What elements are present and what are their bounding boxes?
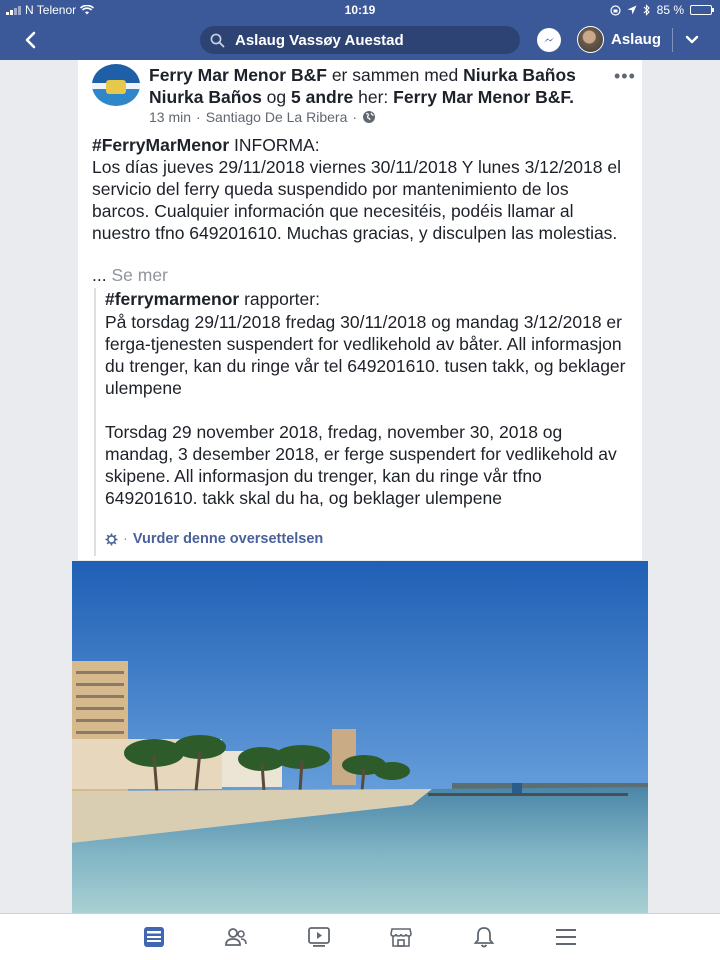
meta-dot: ·: [196, 109, 201, 125]
location-icon: [627, 5, 637, 15]
post-body-text: Los días jueves 29/11/2018 viernes 30/11/2018 Y lunes 3/12/2018 el servicio del ferry queda suspendido por mantenimiento de los barcos. Cualquier información que necesitéis, podéis llamar al nuestro tfno 649201610. Muchas gracias, y disculpen las molestias.: [92, 157, 621, 243]
author-link[interactable]: Ferry Mar Menor B&F: [149, 65, 327, 85]
back-icon: [24, 31, 36, 49]
post-card: [78, 60, 642, 560]
translation-paragraph-2: Torsdag 29 november 2018, fredag, november 30, 2018 og mandag, 3 desember 2018, er ferge suspendert for vedlikehold av skipene. All informasjon du trenger, kan du ringe vår tfno 649201610. takk skal du ha, og beklager ulempene: [105, 422, 617, 508]
bottom-tab-bar: [0, 913, 720, 960]
chevron-down-icon: [684, 30, 700, 50]
tab-marketplace[interactable]: [388, 924, 414, 950]
translation-hashtag-rest: rapporter:: [239, 289, 320, 309]
post-header: [149, 64, 609, 108]
see-more-row: [92, 264, 168, 286]
see-more-link[interactable]: Se mer: [111, 265, 168, 285]
account-menu-button[interactable]: [684, 30, 700, 55]
rate-translation-link[interactable]: [105, 531, 323, 547]
marketplace-icon: [389, 925, 413, 949]
clock: 10:19: [344, 3, 376, 17]
translation-block: [94, 288, 630, 556]
carrier-name: N Telenor: [25, 3, 77, 17]
screen-lock-icon: [610, 5, 621, 16]
translation-paragraph-1: På torsdag 29/11/2018 fredag 30/11/2018 og mandag 3/12/2018 er ferga-tjenesten suspendert for vedlikehold av båter. All informasjon du trenger, kan du ringe vår tel 649201610. tusen takk, og beklager ulempene: [105, 312, 626, 398]
user-avatar[interactable]: [577, 26, 604, 53]
gear-icon: [105, 533, 118, 546]
post-time[interactable]: 13 min: [149, 109, 192, 125]
page-avatar[interactable]: [92, 64, 140, 106]
top-nav-bar: [0, 20, 720, 60]
globe-icon: [362, 110, 376, 124]
post-options-button[interactable]: •••: [614, 66, 636, 86]
system-indicators: [610, 3, 712, 17]
here-text: her:: [353, 87, 394, 107]
post-photo[interactable]: [72, 561, 648, 913]
search-query: Aslaug Vassøy Auestad: [235, 31, 404, 49]
news-feed-icon: [142, 925, 166, 949]
friends-icon: [224, 925, 248, 949]
meta-dot: ·: [352, 109, 358, 125]
notifications-icon: [472, 925, 496, 949]
translation-hashtag[interactable]: #ferrymarmenor: [105, 289, 240, 309]
user-name[interactable]: Aslaug: [611, 31, 662, 48]
meta-dot: ·: [123, 531, 128, 547]
ellipsis: ...: [92, 265, 107, 285]
others-connector: og: [261, 87, 292, 107]
tab-news-feed[interactable]: [141, 924, 167, 950]
place-link[interactable]: Ferry Mar Menor B&F.: [393, 87, 575, 107]
others-link[interactable]: 5 andre: [291, 87, 354, 107]
rate-translation-label: Vurder denne oversettelsen: [132, 531, 324, 547]
tab-watch[interactable]: [306, 924, 332, 950]
messenger-icon: [541, 32, 557, 48]
post-hashtag[interactable]: #FerryMarMenor: [92, 135, 230, 155]
post-meta: [149, 109, 376, 125]
translation-header: [105, 288, 630, 310]
post-location[interactable]: Santiago De La Ribera: [205, 109, 348, 125]
battery-percent: 85 %: [656, 3, 684, 17]
search-icon: [210, 33, 225, 48]
status-bar: [0, 0, 720, 20]
watch-icon: [307, 925, 331, 949]
post-body: [92, 134, 622, 244]
tab-menu[interactable]: [553, 924, 579, 950]
tab-friends[interactable]: [223, 924, 249, 950]
post-hashtag-rest: INFORMA:: [229, 135, 320, 155]
nav-divider: [672, 28, 673, 52]
messenger-button[interactable]: [537, 28, 561, 52]
search-bar[interactable]: [200, 26, 520, 54]
battery-icon: [690, 5, 712, 15]
tagged-link[interactable]: Niurka Baños Niurka Baños: [149, 65, 576, 107]
menu-icon: [554, 925, 578, 949]
with-text: er sammen med: [326, 65, 464, 85]
back-button[interactable]: [18, 28, 42, 52]
tab-notifications[interactable]: [471, 924, 497, 950]
bluetooth-icon: [643, 4, 651, 16]
